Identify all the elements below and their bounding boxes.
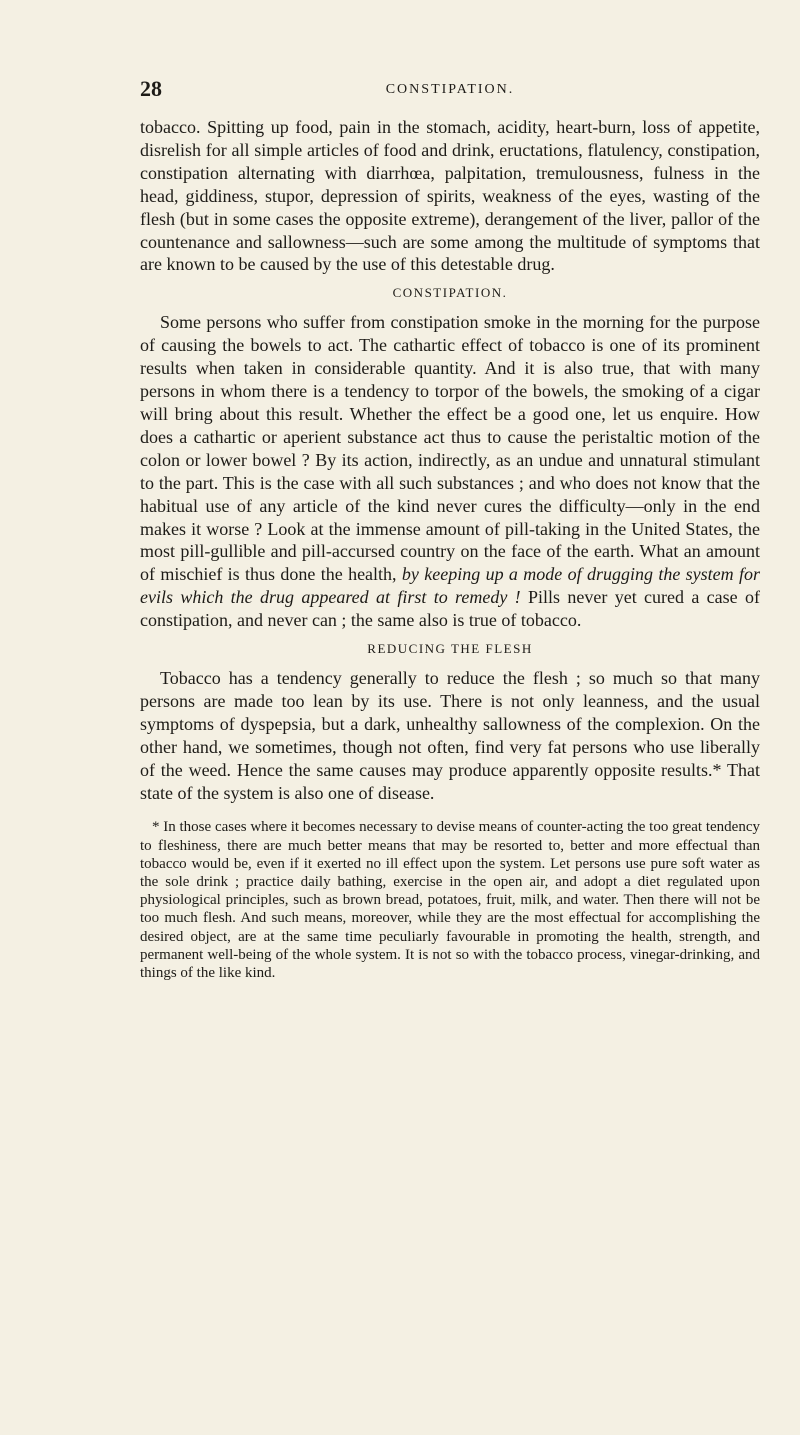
intro-paragraph: tobacco. Spitting up food, pain in the stomach, acidity, heart-burn, loss of appetite, disrelish for all simple articles of food and drink, eructations, flatulency, constipation, constipation alternating with diarrhœa, palpitation, tremulousness, fulness in the head, giddiness, stupor, depression of spirits, weakness of the eyes, wasting of the flesh (but in some cases the opposite extreme), derangement of the liver, pallor of the countenance and sallowness—such are some among the multitude of symptoms that are known to be caused by the use of this detestable drug. bbox=[140, 117, 760, 275]
reducing-flesh-paragraph: Tobacco has a tendency generally to reduce the flesh ; so much so that many persons are made too lean by its use. There is not only leanness, and the usual symptoms of dyspepsia, but a dark, unhealthy sallowness of the complexion. On the other hand, we sometimes, though not often, find very fat persons who use liberally of the weed. Hence the same causes may produce apparently opposite results.* That state of the system is also one of disease. bbox=[140, 668, 760, 803]
footnote bbox=[140, 818, 760, 982]
constipation-italic-text: by keeping up a mode of drugging the system for evils which the drug appeared at first to remedy ! bbox=[140, 564, 760, 608]
section-heading-constipation: CONSTIPATION. bbox=[392, 285, 508, 301]
footnote-text: * In those cases where it becomes necessary to devise means of counter-acting the too great tendency to fleshiness, there are much better means that may be resorted to, better and more effectual than tobacco would be, even if it exerted no ill effect upon the system. Let persons use pure soft water as the sole drink ; practice daily bathing, exercise in the open air, and adopt a diet regulated upon physiological principles, such as brown bread, potatoes, fruit, milk, and water. Then there will not be too much flesh. And such means, moreover, while they are the most effectual for accomplishing the desired object, are at the same time peculiarly favourable in promoting the health, strength, and permanent well-being of the whole system. It is not so with the tobacco process, vinegar-drinking, and things of the like kind. bbox=[140, 819, 760, 982]
constipation-text-start: Some persons who suffer from constipation smoke in the morning for the purpose of causing the bowels to act. The cathartic effect of tobacco is one of its prominent results when taken in considerable quantity. And it is also true, that with many persons in whom there is a tendency to torpor of the bowels, the smoking of a cigar will bring about this result. Whether the effect be a good one, let us enquire. How does a cathartic or aperient substance act thus to cause the peristaltic motion of the colon or lower bowel ? By its action, indirectly, as an undue and unnatural stimulant to the part. This is the case with all such substances ; and who does not know that the habitual use of any article of the kind never cures the difficulty—only in the end makes it worse ? Look at the immense amount of pill-taking in the United States, the most pill-gullible and pill-accursed country on the face of the earth. What an amount of mischief is thus done the health, bbox=[140, 312, 760, 585]
section-heading-reducing-flesh: REDUCING THE FLESH bbox=[367, 641, 533, 657]
page-number: 28 bbox=[140, 76, 162, 101]
constipation-paragraph bbox=[140, 311, 760, 632]
body-text bbox=[140, 116, 760, 982]
running-title: CONSTIPATION. bbox=[385, 82, 515, 97]
running-head bbox=[140, 76, 760, 106]
constipation-text-end: Pills never yet cured a case of constipation, and never can ; the same also is true of tobacco. bbox=[140, 587, 760, 631]
